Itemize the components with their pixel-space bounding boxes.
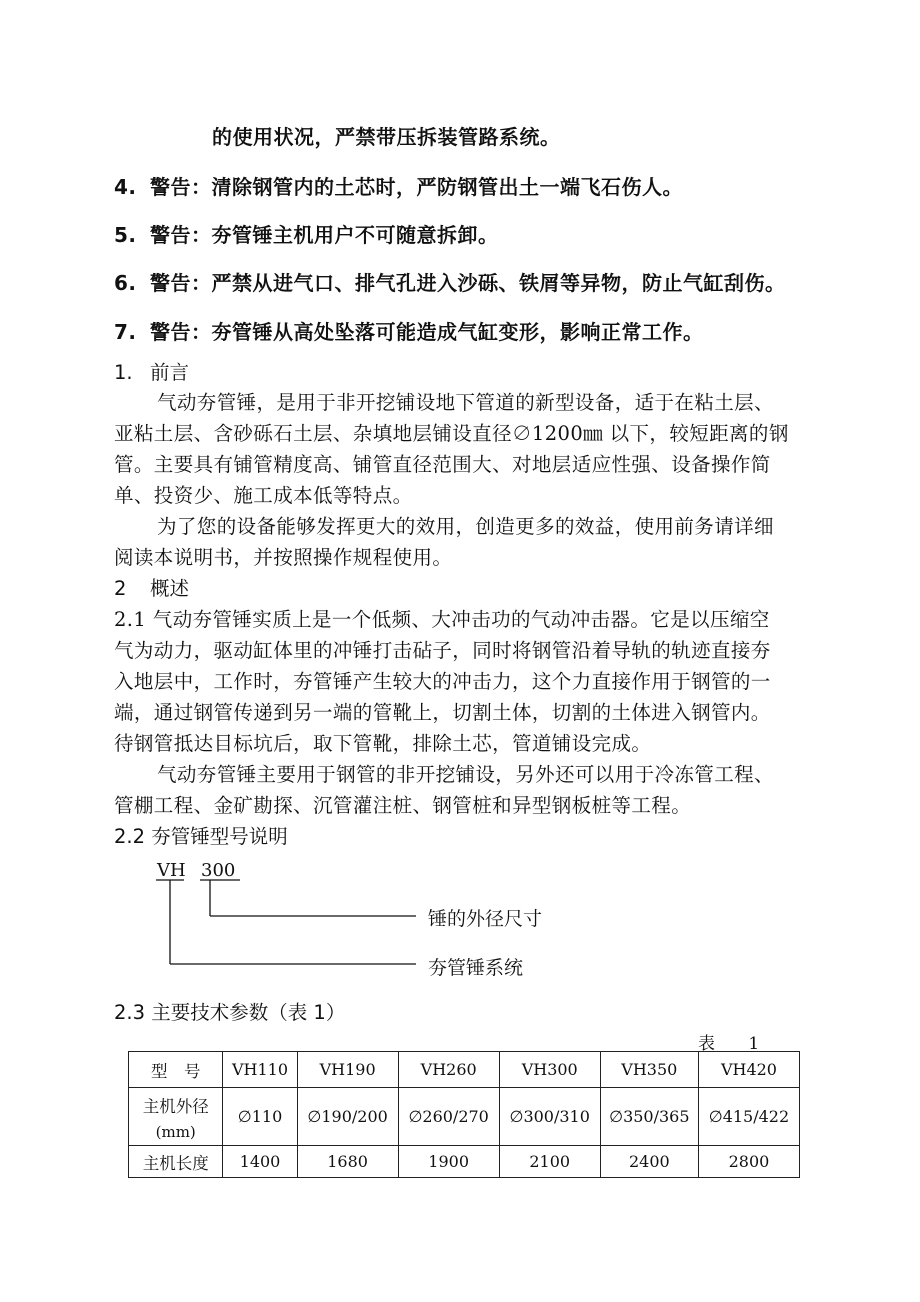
paragraph-line: 为了您的设备能够发挥更大的效用，创造更多的效益，使用前务请详细 [157,515,774,538]
section-title: 概述 [150,577,190,600]
warning-item [114,316,704,345]
code-connector-lines [150,878,430,973]
paragraph-line: 2.1 气动夯管锤实质上是一个低频、大冲击功的气动冲击器。它是以压缩空 [114,608,770,631]
intro-line: 的使用状况，严禁带压拆装管路系统。 [212,125,561,149]
subsection-heading: 2.2 夯管锤型号说明 [114,825,288,848]
code-prefix: VH [157,860,186,881]
paragraph-line: 待钢管抵达目标坑后，取下管靴，排除土芯，管道铺设完成。 [114,732,652,755]
code-number-label: 锤的外径尺寸 [428,908,543,930]
section-number: 1. [114,361,133,384]
warning-item [114,219,499,248]
table-cell: ∅260/270 [398,1088,499,1146]
section-title: 前言 [150,361,190,384]
table-header-cell [129,1088,223,1146]
subsection-heading: 2.3 主要技术参数（表 1） [114,1001,346,1024]
table-row [129,1088,800,1146]
section-heading [114,573,189,601]
warning-text: 警告：夯管锤主机用户不可随意拆卸。 [150,223,499,247]
table-cell: ∅190/200 [297,1088,398,1146]
table-cell: 1680 [297,1146,398,1178]
table-row [129,1052,800,1088]
paragraph-line: 管棚工程、金矿勘探、沉管灌注桩、钢管桩和异型钢板桩等工程。 [114,794,692,817]
warning-item [114,171,683,200]
table-cell: ∅300/310 [499,1088,600,1146]
table-cell: VH350 [600,1052,698,1088]
paragraph-line: 气动夯管锤，是用于非开挖铺设地下管道的新型设备，适于在粘土层、 [157,391,774,414]
paragraph-line: 端，通过钢管传递到另一端的管靴上，切割土体，切割的土体进入钢管内。 [114,701,771,724]
table-cell: ∅110 [223,1088,297,1146]
paragraph-line: 气动夯管锤主要用于钢管的非开挖铺设，另外还可以用于冷冻管工程、 [157,763,774,786]
code-prefix-label: 夯管锤系统 [428,957,524,979]
warning-item [114,267,786,296]
paragraph-line: 阅读本说明书，并按照操作规程使用。 [114,546,453,569]
warning-number: 4. [114,175,137,199]
row-unit: (mm) [155,1122,196,1141]
paragraph-line: 单、投资少、施工成本低等特点。 [114,484,413,507]
section-heading [114,357,189,385]
paragraph-line: 管。主要具有铺管精度高、铺管直径范围大、对地层适应性强、设备操作简 [114,453,771,476]
table-cell: VH260 [398,1052,499,1088]
table-header-cell: 型 号 [129,1052,223,1088]
row-label: 主机外径 [142,1096,209,1116]
table-cell: 2100 [499,1146,600,1178]
paragraph-line: 气为动力，驱动缸体里的冲锤打击砧子，同时将钢管沿着导轨的轨迹直接夯 [114,639,771,662]
table-caption: 表 1 [698,1034,774,1054]
spec-table [128,1051,800,1178]
table-cell: 2400 [600,1146,698,1178]
paragraph-line: 入地层中，工作时，夯管锤产生较大的冲击力，这个力直接作用于钢管的一 [114,670,771,693]
table-cell: 1400 [223,1146,297,1178]
warning-number: 5. [114,223,137,247]
table-cell: VH110 [223,1052,297,1088]
table-cell: VH420 [698,1052,799,1088]
code-number: 300 [201,860,236,881]
warning-text: 警告：清除钢管内的土芯时，严防钢管出土一端飞石伤人。 [150,175,683,199]
table-cell: 2800 [698,1146,799,1178]
table-cell: ∅350/365 [600,1088,698,1146]
table-cell: 1900 [398,1146,499,1178]
warning-number: 7. [114,320,137,344]
warning-text: 警告：夯管锤从高处坠落可能造成气缸变形，影响正常工作。 [150,320,704,344]
table-header-cell: 主机长度 [129,1146,223,1178]
table-row [129,1146,800,1178]
table-cell: VH190 [297,1052,398,1088]
warning-number: 6. [114,271,137,295]
table-cell: VH300 [499,1052,600,1088]
warning-text: 警告：严禁从进气口、排气孔进入沙砾、铁屑等异物，防止气缸刮伤。 [150,271,786,295]
section-number: 2 [114,577,127,600]
paragraph-line: 亚粘土层、含砂砾石土层、杂填地层铺设直径∅1200㎜ 以下，较短距离的钢 [114,422,789,445]
table-cell: ∅415/422 [698,1088,799,1146]
